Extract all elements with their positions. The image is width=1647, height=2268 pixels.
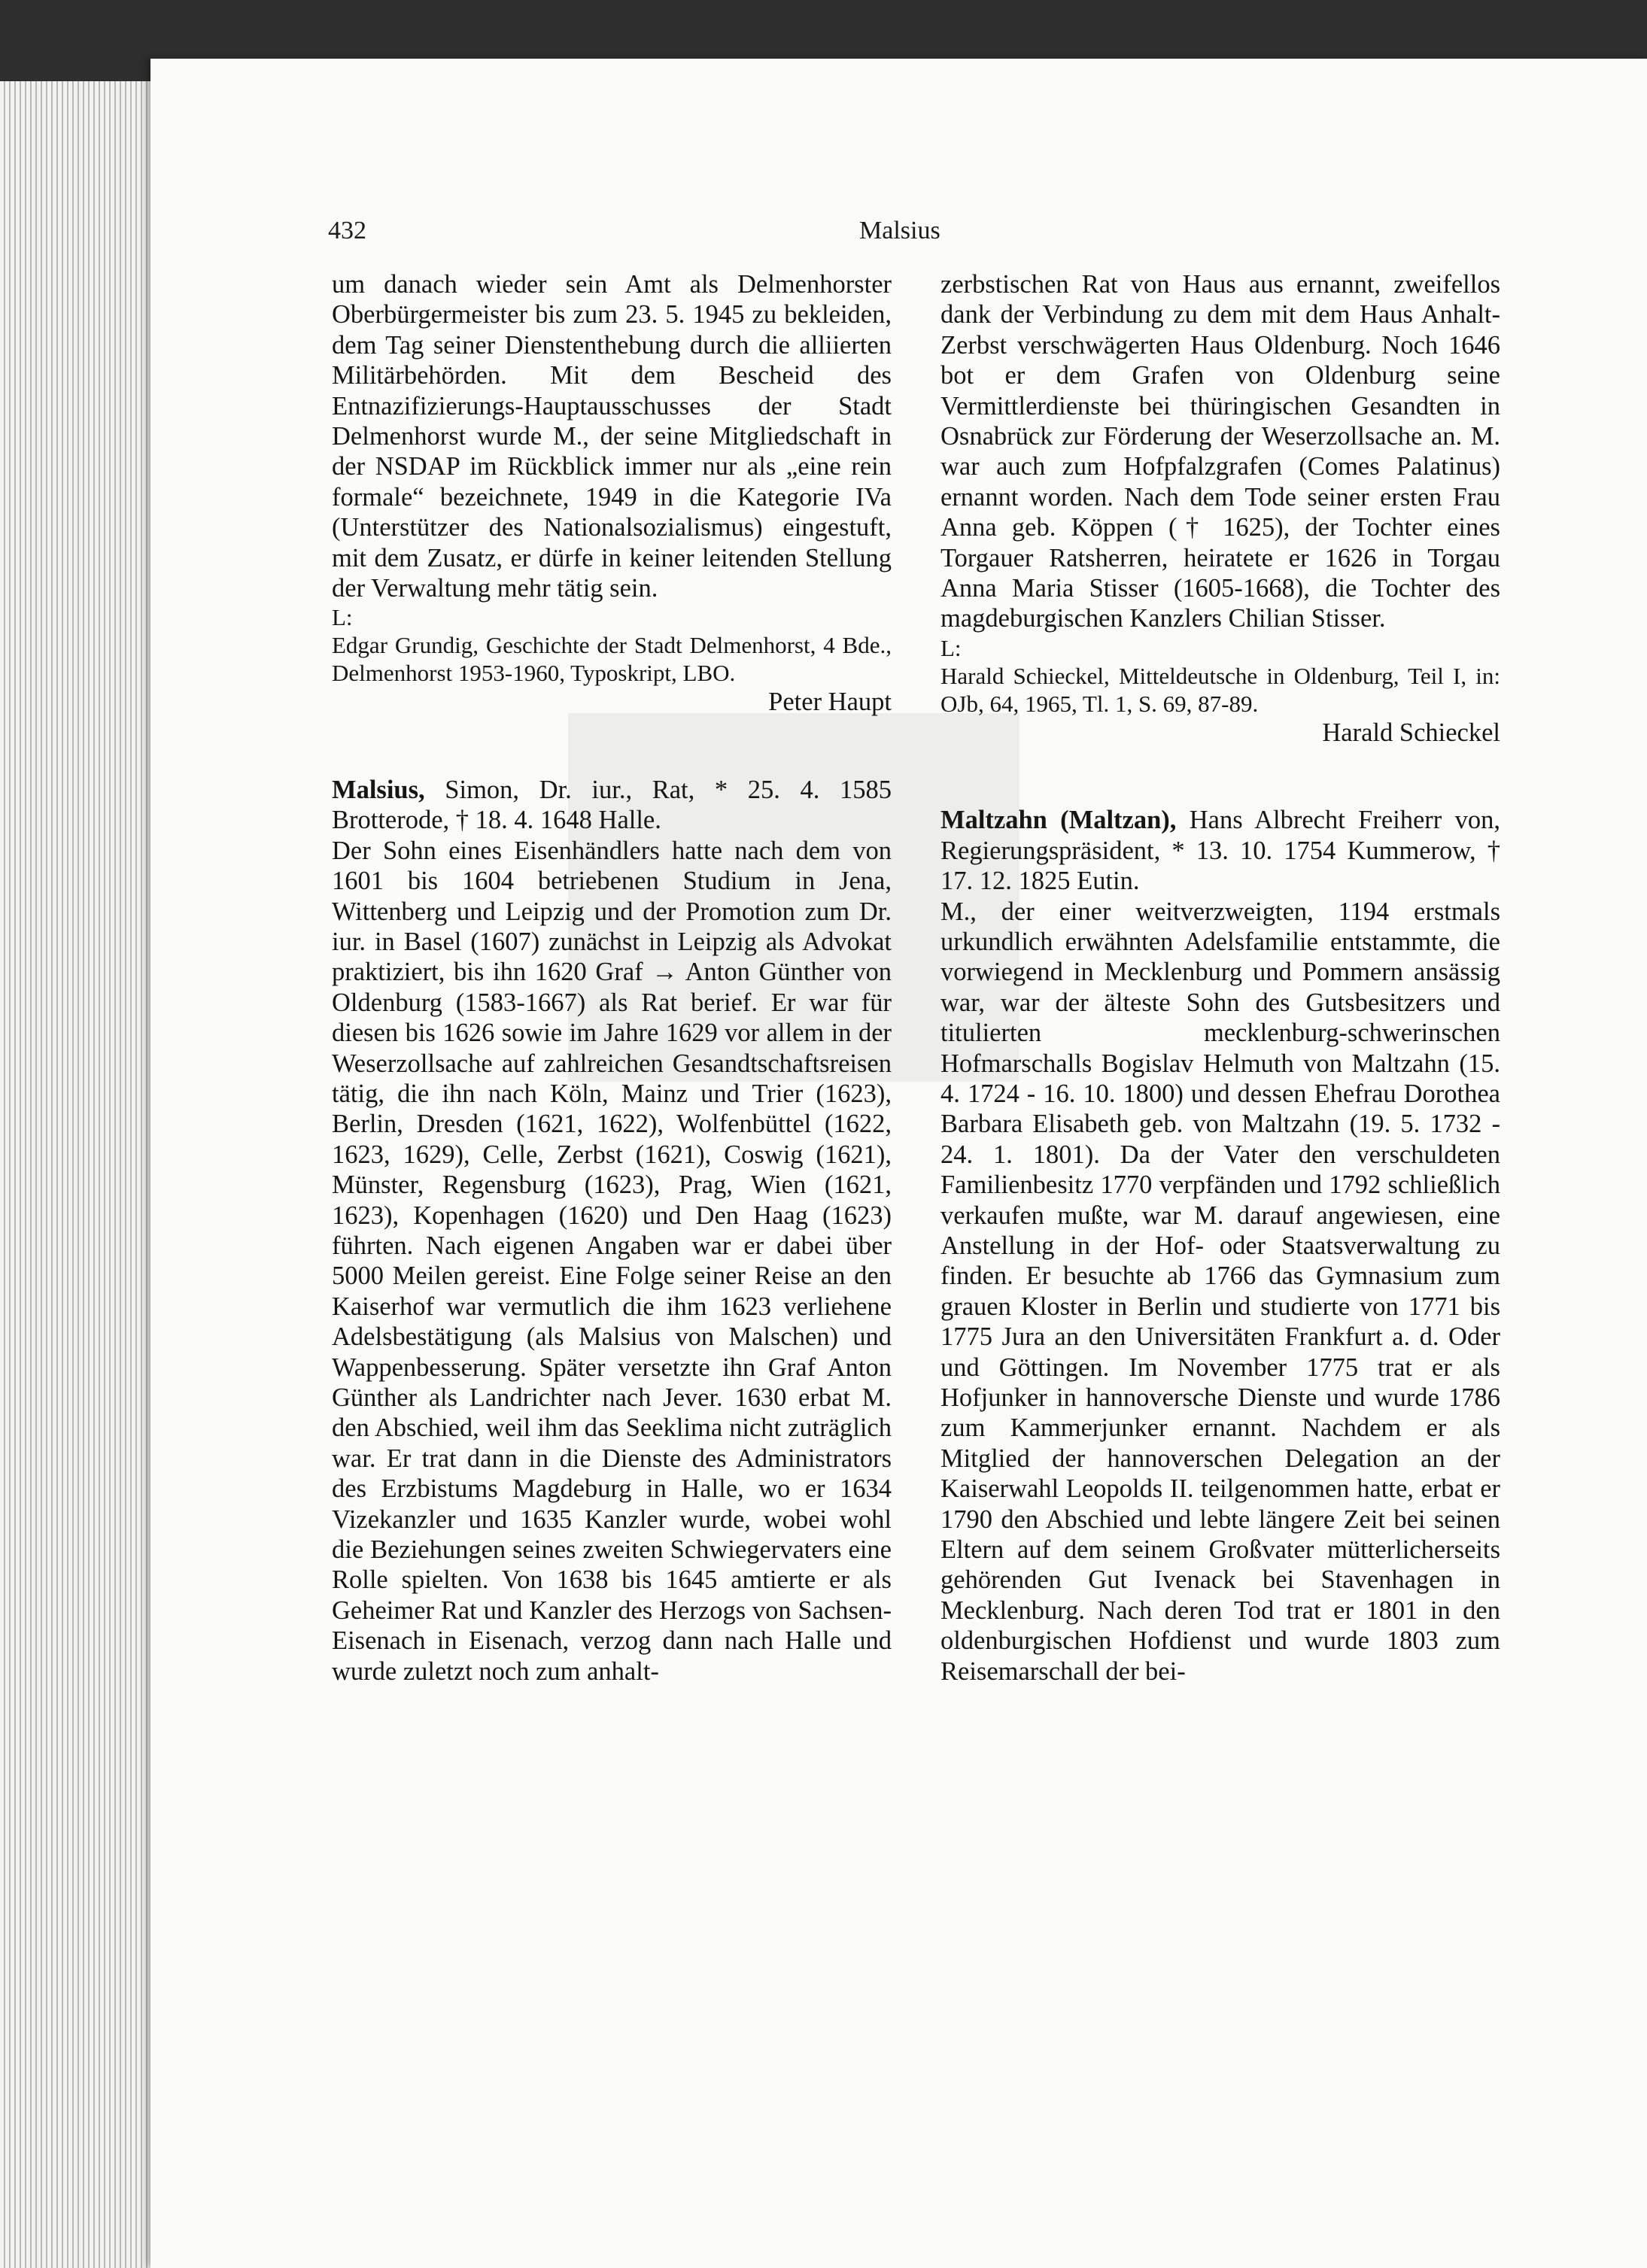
literature-reference: Edgar Grundig, Geschichte der Stadt Delmenhorst, 4 Bde., Delmenhorst 1953-1960, Typoskript, LBO. — [332, 632, 892, 687]
entry-intro: Simon, Dr. iur., Rat, * 25. 4. 1585 Brotterode, † 18. 4. 1648 Halle. — [332, 775, 892, 835]
entry-body: M., der einer weitverzweigten, 1194 erstmals urkundlich erwähnten Adelsfamilie entstammte, die vorwiegend in Mecklenburg und Pommern ansässig war, war der älteste Sohn des Gutsbesitzers und titulierten mecklenburg-schwerinschen Hofmarschalls Bogislav Helmuth von Maltzahn (15. 4. 1724 - 16. 10. 1800) und dessen Ehefrau Dorothea Barbara Elisabeth geb. von Maltzahn (19. 5. 1732 - 24. 1. 1801). Da der Vater den verschuldeten Familienbesitz 1770 verpfänden und 1792 schließlich verkaufen mußte, war M. darauf angewiesen, eine Anstellung in der Hof- oder Staatsverwaltung zu finden. Er besuchte ab 1766 das Gymnasium zum grauen Kloster in Berlin und studierte von 1771 bis 1775 Jura an den Universitäten Frankfurt a. d. Oder und Göttingen. Im November 1775 trat er als Hofjunker in hannoversche Dienste und wurde 1786 zum Kammerjunker ernannt. Nachdem er als Mitglied der hannoverschen Delegation an der Kaiserwahl Leopolds II. teilgenommen hatte, erbat er 1790 den Abschied und lebte längere Zeit bei seinen Eltern auf dem seinem Großvater mütterlicherseits gehörenden Gut Ivenack bei Stavenhagen in Mecklenburg. Nach deren Tod trat er 1801 in den oldenburgischen Hofdienst und wurde 1803 zum Reisemarschall der bei- — [940, 897, 1500, 1686]
page-number: 432 — [328, 217, 366, 244]
page-stack-edges — [0, 81, 173, 2268]
literature-label: L: — [940, 634, 962, 661]
entry-intro: Hans Albrecht Freiherr von, Regierungspräsident, * 13. 10. 1754 Kummerow, † 17. 12. 1825 Eutin. — [940, 806, 1500, 896]
entry-body: Der Sohn eines Eisenhändlers hatte nach dem von 1601 bis 1604 betriebenen Studium in Jena, Wittenberg und Leipzig und der Promotion zum Dr. iur. in Basel (1607) zunächst in Leipzig als Advokat praktiziert, bis ihn 1620 Graf → Anton Günther von Oldenburg (1583-1667) als Rat berief. Er war für diesen bis 1626 sowie im Jahre 1629 vor allem in der Weserzollsache auf zahlreichen Gesandtschaftsreisen tätig, die ihn nach Köln, Mainz und Trier (1623), Berlin, Dresden (1621, 1622), Wolfenbüttel (1622, 1623, 1629), Celle, Zerbst (1621), Coswig (1621), Münster, Regensburg (1623), Prag, Wien (1621, 1623), Kopenhagen (1620) und Den Haag (1623) führten. Nach eigenen Angaben war er dabei über 5000 Meilen gereist. Eine Folge seiner Reise an den Kaiserhof war vermutlich die ihm 1623 verliehene Adelsbestätigung (als Malsius von Malschen) und Wappenbesserung. Später versetzte ihn Graf Anton Günther als Landrichter nach Jever. 1630 erbat M. den Abschied, weil ihm das Seeklima nicht zuträglich war. Er trat dann in die Dienste des Administrators des Erzbistums Magdeburg in Halle, wo er 1634 Vizekanzler und 1635 Kanzler wurde, wobei wohl die Beziehungen seines zweiten Schwiegervaters eine Rolle spielten. Von 1638 bis 1645 amtierte er als Geheimer Rat und Kanzler des Herzogs von Sachsen-Eisenach in Eisenach, verzog dann nach Halle und wurde zuletzt noch zum anhalt- — [332, 836, 892, 1686]
entry-heading — [332, 775, 892, 836]
entry-name: Malsius, — [332, 775, 425, 804]
entry-heading — [940, 805, 1500, 896]
running-title: Malsius — [859, 217, 940, 244]
article-author: Peter Haupt — [768, 688, 892, 717]
continuation-text: zerbstischen Rat von Haus aus ernannt, zweifellos dank der Verbindung zu dem mit dem Haus Anhalt-Zerbst verschwägerten Haus Oldenburg. Noch 1646 bot er dem Grafen von Oldenburg seine Vermittlerdienste bei thüringischen Gesandten in Osnabrück zur Förderung der Weserzollsache an. M. war auch zum Hofpfalzgrafen (Comes Palatinus) ernannt worden. Nach dem Tode seiner ersten Frau Anna geb. Köppen († 1625), der Tochter eines Torgauer Ratsherren, heiratete er 1626 in Torgau Anna Maria Stisser (1605-1668), die Tochter des magdeburgischen Kanzlers Chilian Stisser. — [940, 270, 1500, 633]
entry-name: Maltzahn (Maltzan), — [940, 806, 1177, 835]
continuation-text: um danach wieder sein Amt als Delmenhorster Oberbürgermeister bis zum 23. 5. 1945 zu bekleiden, dem Tag seiner Dienstenthebung durch die alliierten Militärbehörden. Mit dem Bescheid des Entnazifizierungs-Hauptausschusses der Stadt Delmenhorst wurde M., der seine Mitgliedschaft in der NSDAP im Rückblick immer nur als „eine rein formale“ bezeichnete, 1949 in die Kategorie IVa (Unterstützer des Nationalsozialismus) eingestuft, mit dem Zusatz, er dürfe in keiner leitenden Stellung der Verwaltung mehr tätig sein. — [332, 270, 892, 603]
right-column — [940, 269, 1500, 1687]
literature-reference: Harald Schieckel, Mitteldeutsche in Oldenburg, Teil I, in: OJb, 64, 1965, Tl. 1, S. 69, 87-89. — [940, 662, 1500, 717]
literature-label: L: — [332, 604, 353, 631]
left-column — [332, 269, 892, 1687]
article-author: Harald Schieckel — [1322, 718, 1500, 747]
